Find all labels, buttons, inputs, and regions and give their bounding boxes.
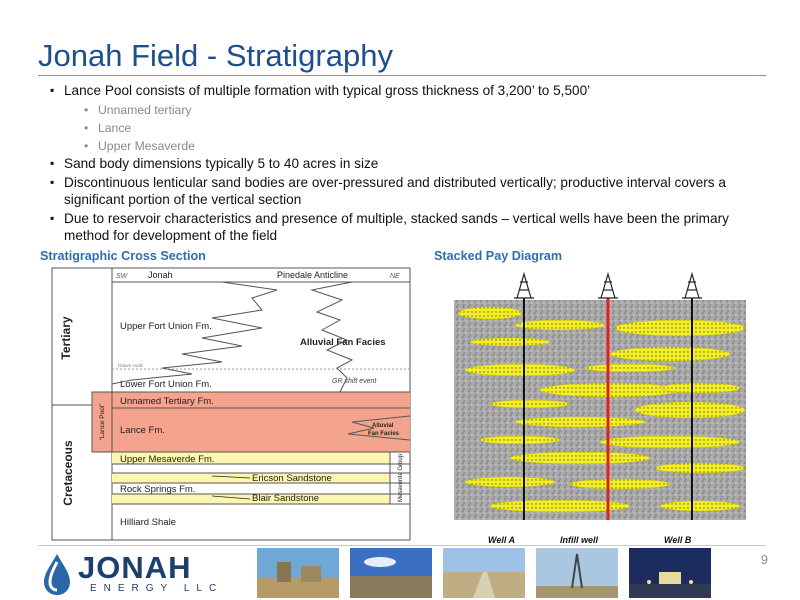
datum-label: Datum coals (118, 363, 144, 368)
upper-fort-union-label: Upper Fort Union Fm. (120, 321, 212, 332)
derrick-icon (598, 274, 618, 298)
lower-fort-union-label: Lower Fort Union Fm. (120, 379, 212, 390)
pinedale-label: Pinedale Anticline (277, 270, 349, 280)
bullet-lenticular: ▪ Discontinuous lenticular sand bodies are over-pressured and distributed vertically; productive interval covers a significant portion of the vertical section (50, 174, 760, 208)
lance-pool-label: “Lance Pool” (99, 403, 106, 441)
well-b-label: Well B (664, 535, 692, 545)
upper-mesaverde-label: Upper Mesaverde Fm. (120, 454, 215, 465)
small-fan-facies-label: Fan Facies (368, 431, 400, 437)
cretaceous-era-label: Cretaceous (61, 440, 75, 506)
unnamed-tertiary-label: Unnamed Tertiary Fm. (120, 396, 214, 407)
photo-thumbnail (257, 548, 339, 598)
derrick-icon (682, 274, 702, 298)
photo-thumbnail (629, 548, 711, 598)
title-divider (38, 75, 766, 76)
logo-subtitle: ENERGY LLC (90, 583, 224, 594)
gr-shift-label: GR shift event (332, 378, 377, 385)
water-drop-icon (40, 552, 74, 596)
blair-label: Blair Sandstone (252, 493, 320, 504)
sub-bullet-upper-mesaverde: • Upper Mesaverde (50, 137, 760, 155)
bullet-lance-pool: ▪ Lance Pool consists of multiple formation with typical gross thickness of 3,200’ to 5,500’ (50, 82, 760, 99)
photo-thumbnail (536, 548, 618, 598)
jonah-energy-logo (38, 550, 238, 596)
ericson-label: Ericson Sandstone (252, 473, 332, 484)
alluvial-fan-label: Alluvial Fan Facies (300, 337, 386, 348)
derrick-icon (514, 274, 534, 298)
infill-well-label: Infill well (560, 535, 599, 545)
pay-diagram-title: Stacked Pay Diagram (434, 249, 563, 263)
sw-label: SW (116, 273, 128, 280)
lance-label: Lance Fm. (120, 425, 165, 436)
tertiary-era-label: Tertiary (59, 316, 73, 360)
mesaverde-group-label: Mesaverde Group (398, 453, 404, 503)
logo-word: JONAH (78, 550, 192, 585)
sub-bullet-lance: • Lance (50, 119, 760, 137)
bullet-sand-body: ▪ Sand body dimensions typically 5 to 40 acres in size (50, 155, 760, 172)
ne-label: NE (390, 273, 400, 280)
bullet-list (50, 82, 760, 246)
photo-thumbnail (443, 548, 525, 598)
small-alluvial-label: Alluvial (372, 423, 394, 429)
rock-springs-label: Rock Springs Fm. (120, 484, 196, 495)
sub-bullet-unnamed-tertiary: • Unnamed tertiary (50, 101, 760, 119)
jonah-label: Jonah (148, 270, 173, 280)
cross-section-title: Stratigraphic Cross Section (40, 249, 206, 263)
footer-divider (38, 545, 766, 546)
stratigraphic-cross-section (59, 268, 410, 540)
page-number: 9 (760, 552, 768, 567)
page-title: Jonah Field - Stratigraphy (38, 38, 393, 73)
photo-thumbnail (350, 548, 432, 598)
bullet-vertical-wells: ▪ Due to reservoir characteristics and presence of multiple, stacked sands – vertical wells have been the primary method for development of the field (50, 210, 760, 244)
hilliard-label: Hilliard Shale (120, 517, 176, 528)
well-a-label: Well A (488, 535, 516, 545)
stacked-pay-diagram (450, 270, 750, 546)
